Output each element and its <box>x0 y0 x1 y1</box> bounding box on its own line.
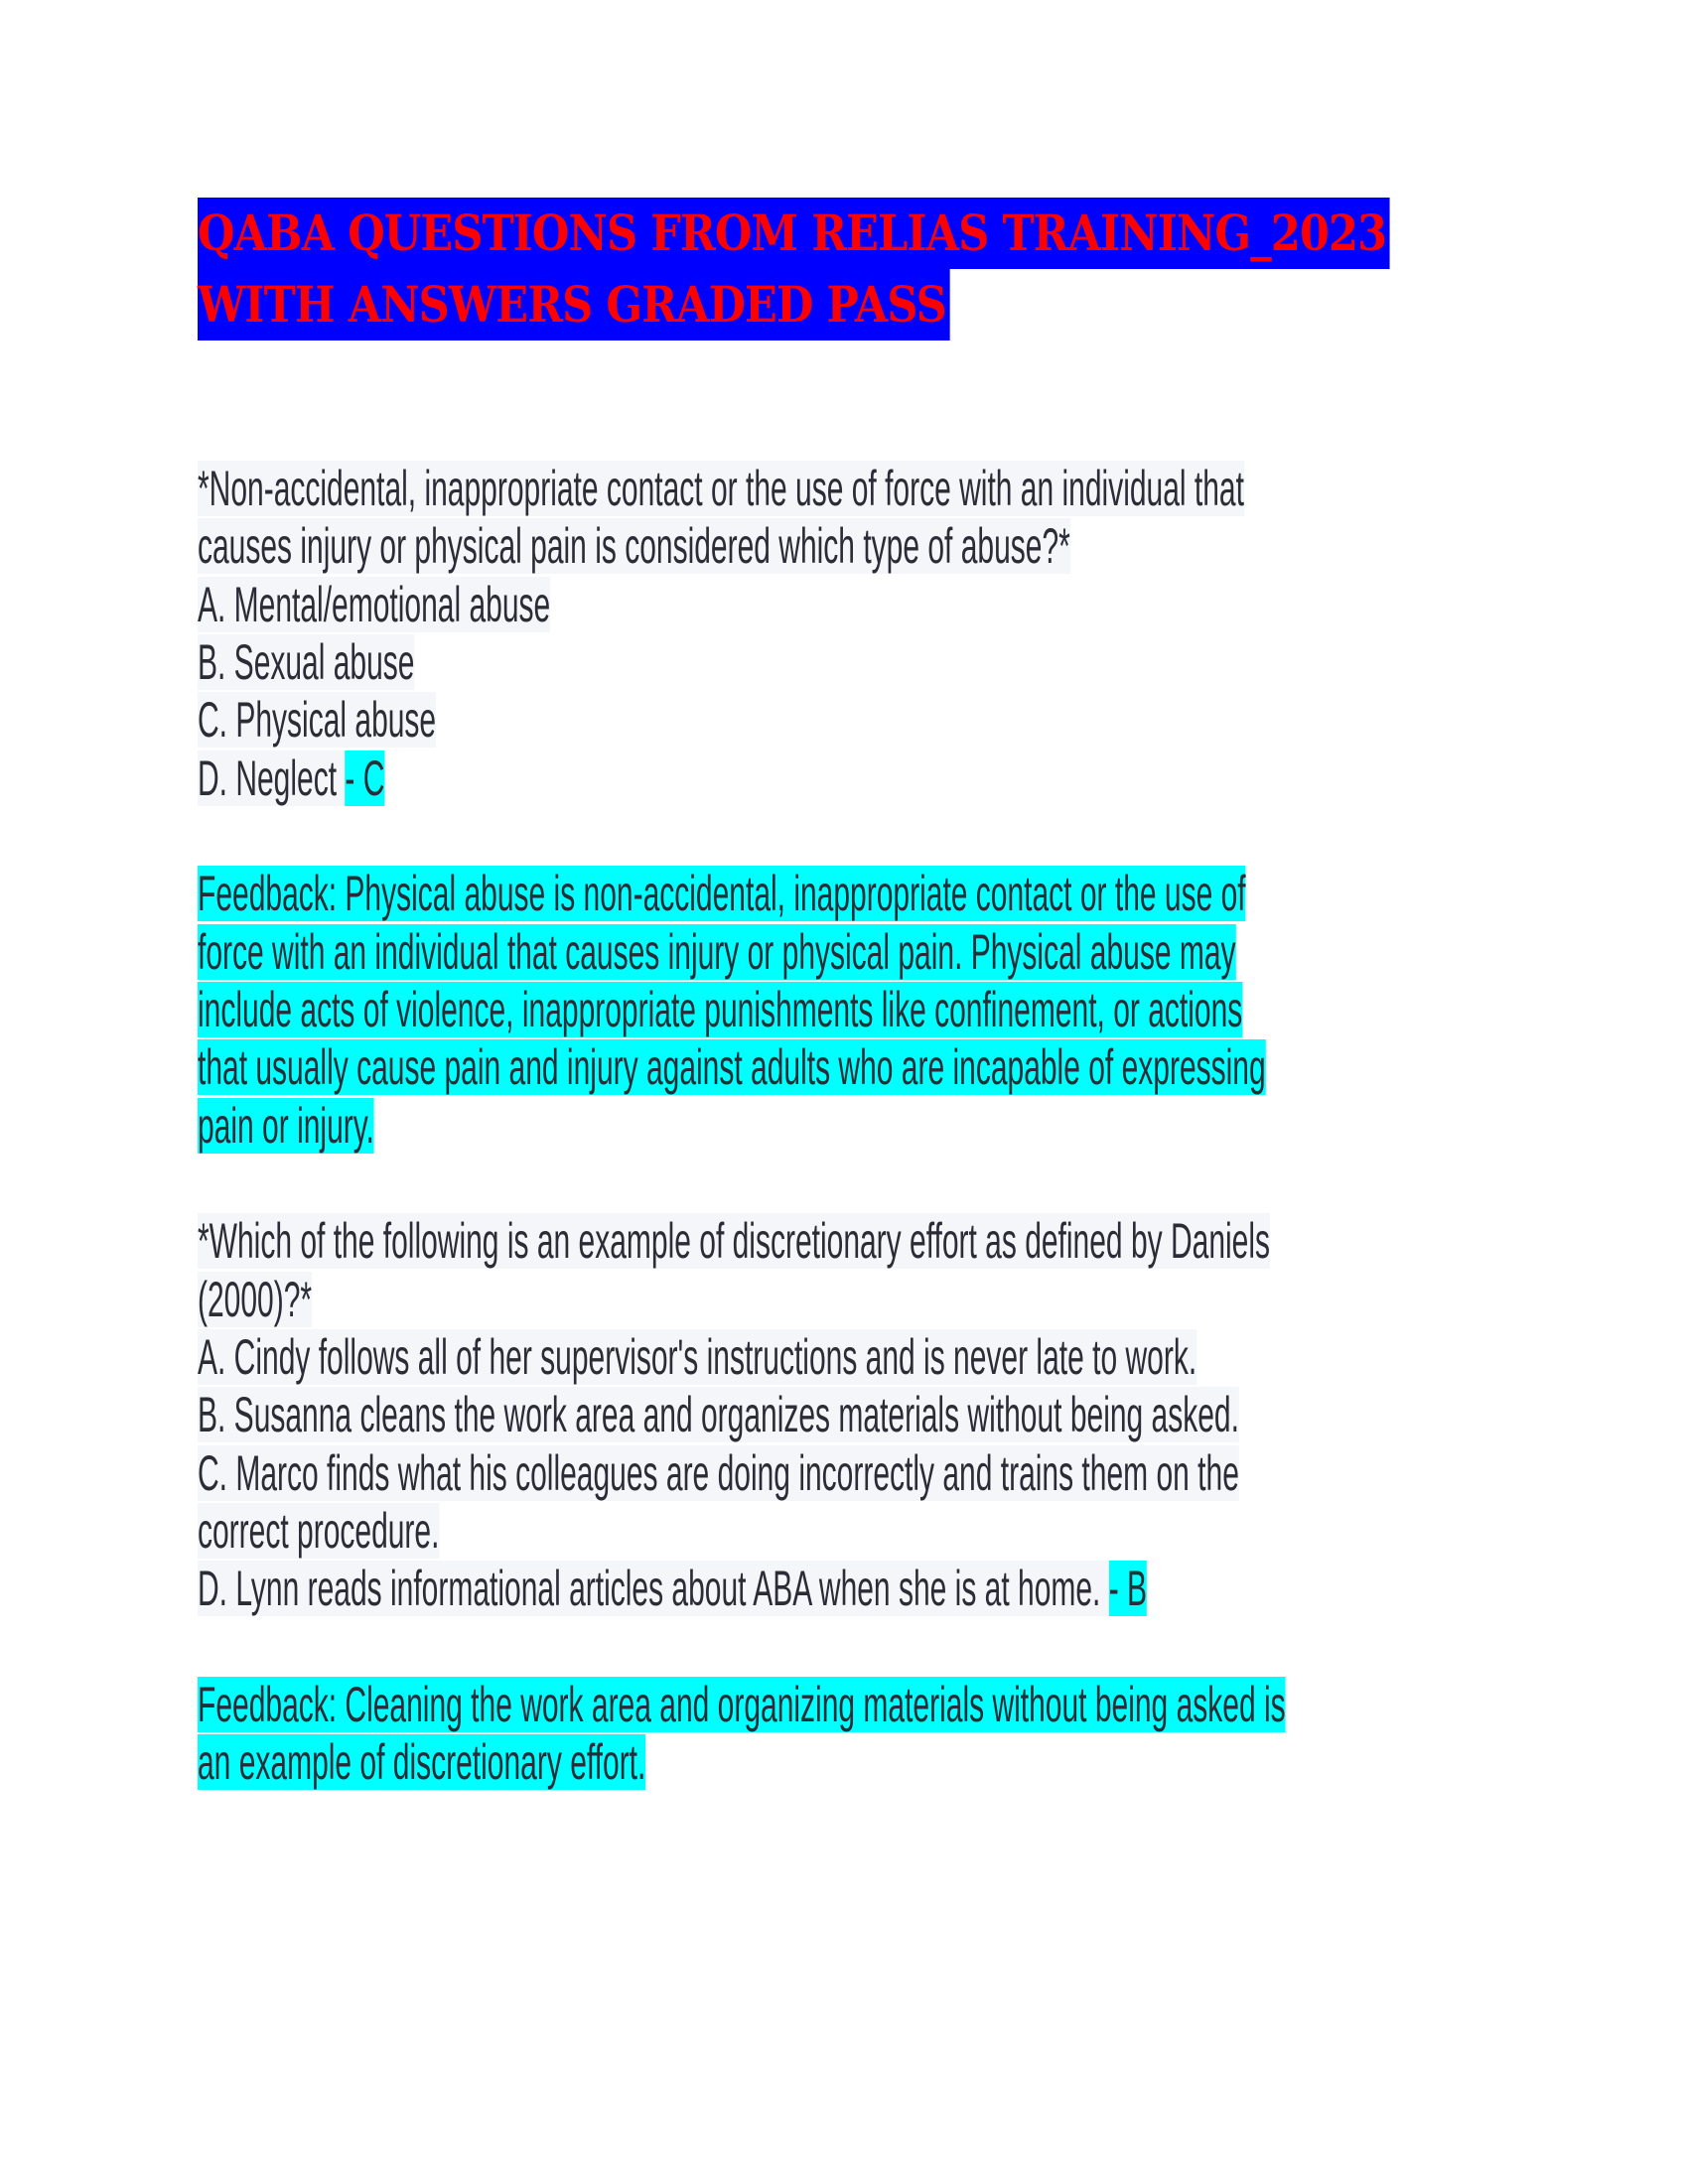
question-2 <box>198 1212 1688 1791</box>
feedback-text: Feedback: Cleaning the work area and organizing materials without being asked is <box>198 1676 1286 1732</box>
question-text: *Non-accidental, inappropriate contact or the use of force with an individual that <box>198 461 1244 516</box>
document-title <box>198 198 1584 341</box>
feedback-text: force with an individual that causes injury or physical pain. Physical abuse may <box>198 923 1236 980</box>
question-text: (2000)?* <box>198 1271 313 1327</box>
document-body <box>198 460 1688 1792</box>
feedback-text: that usually cause pain and injury against adults who are incapable of expressing <box>198 1039 1266 1096</box>
option-a: A. Mental/emotional abuse <box>198 576 551 632</box>
answer-key: - B <box>1108 1561 1148 1617</box>
feedback-text: pain or injury. <box>198 1097 374 1154</box>
feedback-text: include acts of violence, inappropriate punishments like confinement, or actions <box>198 981 1243 1037</box>
question-text: *Which of the following is an example of discretionary effort as defined by Daniels <box>198 1213 1271 1270</box>
option-c-cont: correct procedure. <box>198 1502 440 1559</box>
feedback-text: Feedback: Physical abuse is non-accidental, inappropriate contact or the use of <box>198 866 1246 922</box>
option-b: B. Sexual abuse <box>198 633 415 690</box>
answer-key: - C <box>345 750 385 806</box>
question-text: causes injury or physical pain is considered which type of abuse?* <box>198 518 1070 575</box>
question-1 <box>198 460 1688 1212</box>
option-a: A. Cindy follows all of her supervisor's instructions and is never late to work. <box>198 1328 1197 1385</box>
option-d: D. Neglect <box>198 750 346 806</box>
option-c: C. Marco finds what his colleagues are doing incorrectly and trains them on the <box>198 1444 1239 1501</box>
title-line-1: QABA QUESTIONS FROM RELIAS TRAINING_2023 <box>198 198 1390 269</box>
option-d: D. Lynn reads informational articles about ABA when she is at home. <box>198 1561 1109 1617</box>
title-line-2: WITH ANSWERS GRADED PASS <box>198 269 949 341</box>
feedback-text: an example of discretionary effort. <box>198 1734 646 1791</box>
option-c: C. Physical abuse <box>198 692 437 749</box>
option-b: B. Susanna cleans the work area and organizes materials without being asked. <box>198 1387 1239 1443</box>
